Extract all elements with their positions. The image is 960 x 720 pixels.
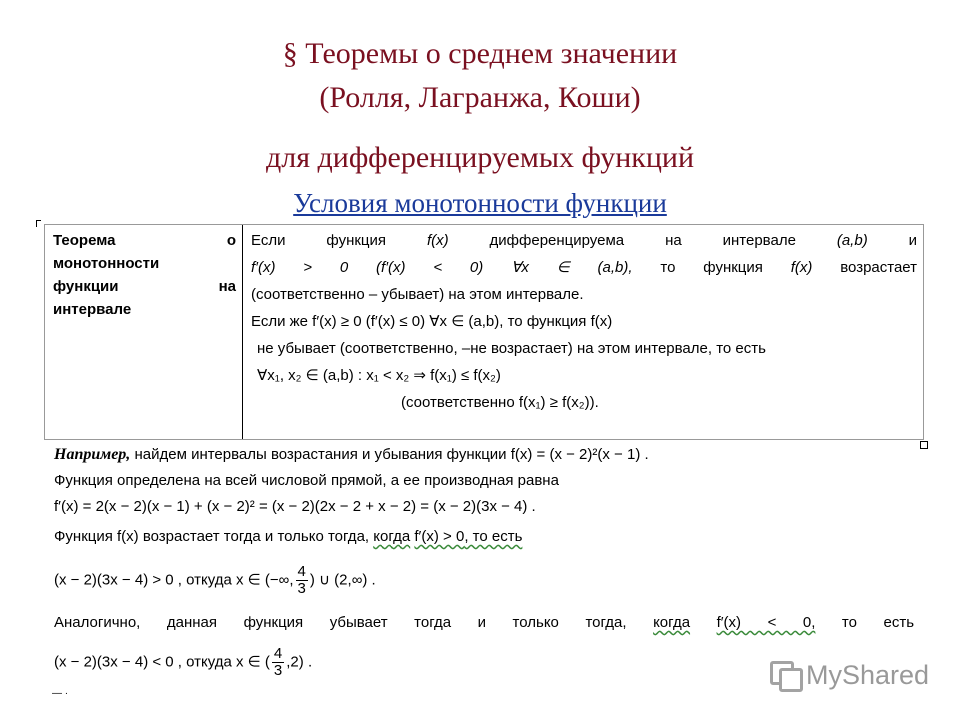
slide-title-line1: § Теоремы о среднем значении (282, 37, 678, 70)
theorem-name-line: интервале (53, 301, 132, 318)
myshared-logo (770, 658, 929, 692)
theorem-name-line: Теорема о (53, 232, 236, 249)
theorem-table (44, 224, 924, 440)
monotonicity-link-container (0, 186, 960, 220)
resize-handle[interactable] (920, 441, 928, 449)
example-line: f′(x) = 2(x − 2)(x − 1) + (x − 2)² = (x − 2)(2x − 2 + x − 2) = (x − 2)(3x − 4) . (54, 498, 536, 515)
theorem-name-cell (45, 225, 243, 439)
slide-title-line2: (Ролля, Лагранжа, Коши) (319, 81, 641, 114)
statement-line: (соответственно – убывает) на этом интервале. (251, 286, 584, 303)
example-inequality-line: (x − 2)(3x − 4) < 0 , откуда x ∈ ( $\frac{4}{3}$ ,2) . (54, 645, 313, 679)
example-block (54, 442, 914, 550)
example-line: Функция f(x) возрастает тогда и только тогда, когда f′(x) > 0, то есть (54, 528, 523, 545)
statement-line: f′(x) > 0 (f′(x) < 0) ∀x ∈ (a,b), то функция f(x) возрастает (251, 259, 918, 276)
statement-line: Если же f′(x) ≥ 0 (f′(x) ≤ 0) ∀x ∈ (a,b), то функция f(x) (251, 313, 613, 330)
theorem-name-line: монотонности (53, 255, 160, 272)
statement-line: не убывает (соответственно, –не возрастает) на этом интервале, то есть (257, 340, 766, 357)
statement-line: ∀x₁, x₂ ∈ (a,b) : x₁ < x₂ ⇒ f(x₁) ≤ f(x₂) (257, 367, 501, 384)
monotonicity-link[interactable]: Условия монотонности функции (293, 188, 667, 218)
fraction-four-thirds: $\frac{4}{3}$ (273, 645, 283, 679)
slide-subtitle: для дифференцируемых функций (266, 141, 694, 174)
example-inequality-line: (x − 2)(3x − 4) > 0 , откуда x ∈ (−∞, $\frac{4}{3}$ ) ∪ (2,∞) . (54, 563, 376, 597)
example-line: Функция определена на всей числовой прямой, а ее производная равна (54, 472, 559, 489)
fraction-four-thirds: $\frac{4}{3}$ (297, 563, 306, 597)
corner-mark (36, 220, 41, 227)
theorem-statement-cell (251, 227, 917, 416)
statement-line: (соответственно f(x₁) ≥ f(x₂)). (401, 394, 599, 411)
example-line: Например, найдем интервалы возрастания и убывания функции f(x) = (x − 2)²(x − 1) . (54, 446, 649, 463)
statement-line: Если функция f(x) дифференцируема на интервале (a,b) и (251, 232, 917, 249)
page-mark: — · (52, 688, 69, 699)
myshared-logo-text: MyShared (806, 659, 930, 690)
theorem-name-line: функции на (53, 278, 236, 295)
example-line: Аналогично, данная функция убывает тогда и только тогда, когда f′(x) < 0, то есть (54, 614, 915, 631)
myshared-logo-icon (770, 661, 800, 689)
